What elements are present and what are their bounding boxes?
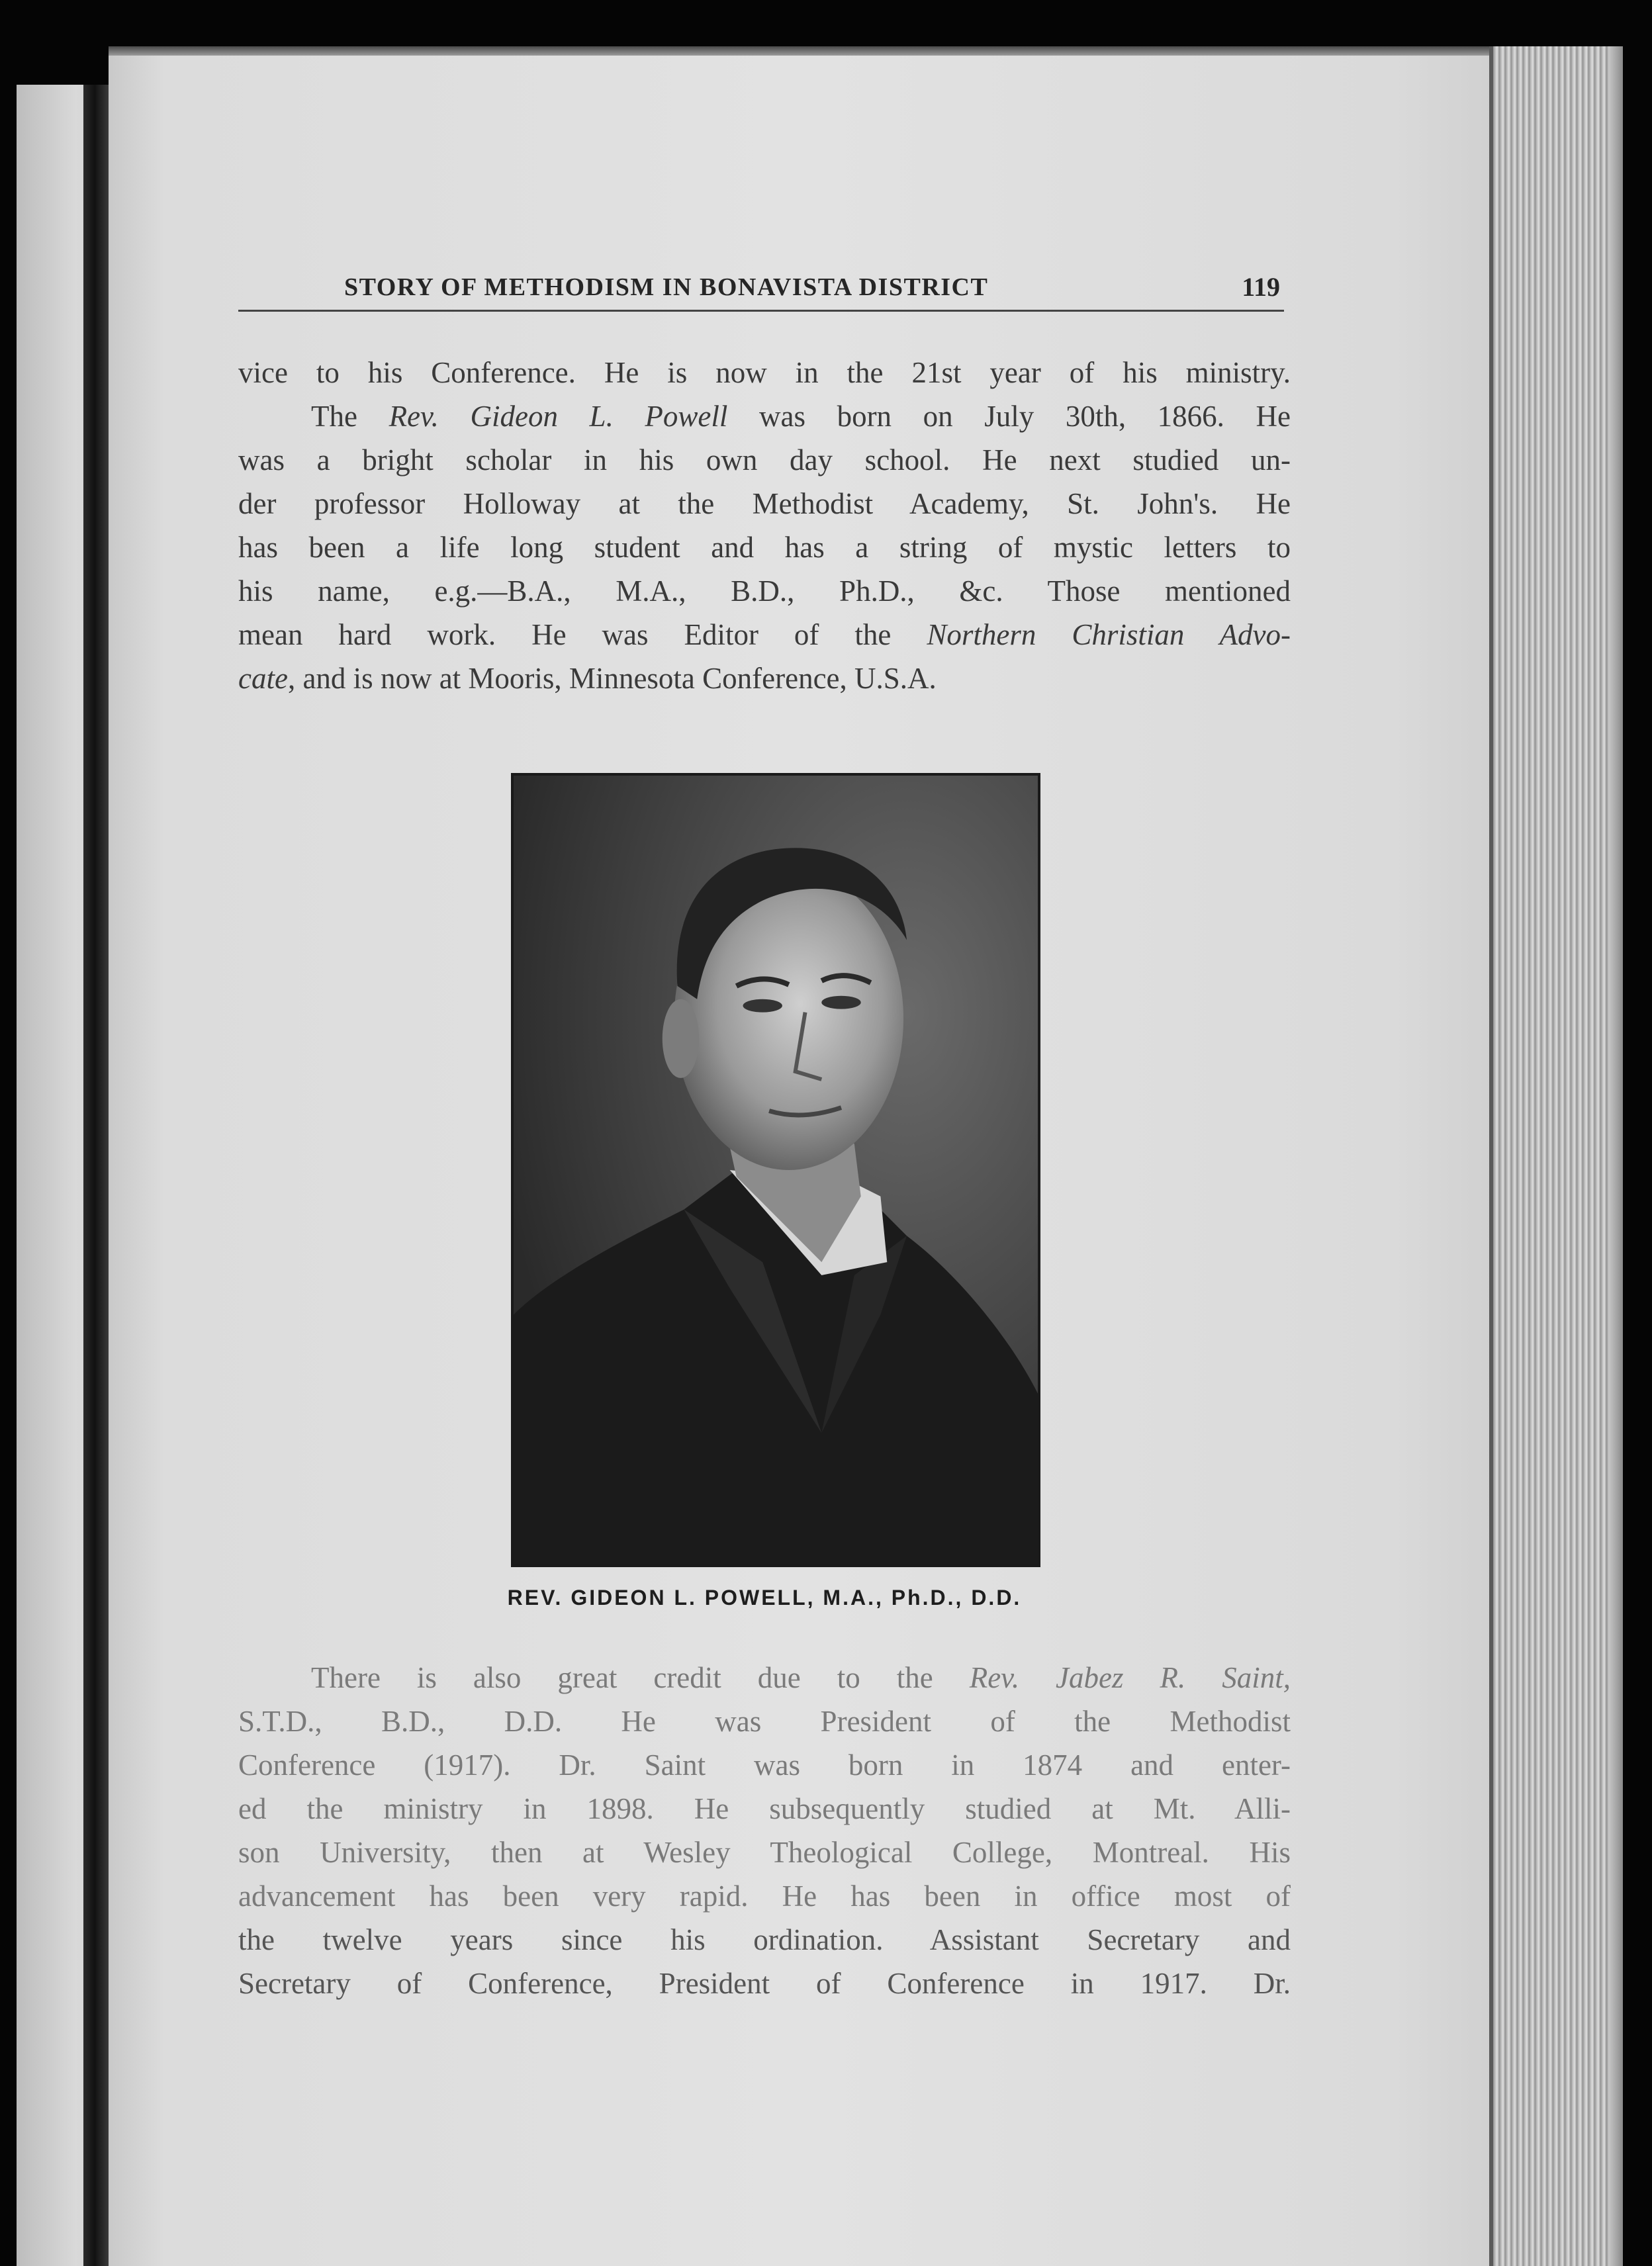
text-run: There is also great credit due to the bbox=[311, 1661, 970, 1694]
text-run: The bbox=[311, 400, 389, 433]
text-line: Secretary of Conference, President of Conference in 1917. Dr. bbox=[238, 1967, 1291, 2000]
text-line bbox=[238, 394, 1291, 438]
portrait-photo bbox=[511, 773, 1040, 1567]
text-line: was a bright scholar in his own day school. He next studied un- bbox=[238, 443, 1291, 476]
text-line: ed the ministry in 1898. He subsequently studied at Mt. Alli- bbox=[238, 1792, 1291, 1825]
back-cover-edge bbox=[1608, 46, 1623, 2266]
text-line: the twelve years since his ordination. Assistant Secretary and bbox=[238, 1923, 1291, 1956]
page-header bbox=[238, 270, 1284, 312]
text-run: , and is now at Mooris, Minnesota Conference, U.S.A. bbox=[287, 662, 937, 695]
name-saint: Rev. Jabez R. Saint, bbox=[969, 1661, 1291, 1694]
text-run: was born on July 30th, 1866. He bbox=[727, 400, 1291, 433]
publication-title: Northern Christian Advo- bbox=[927, 618, 1291, 651]
text-line: vice to his Conference. He is now in the 21st year of his ministry. bbox=[238, 356, 1291, 389]
text-line bbox=[238, 613, 1291, 657]
text-run: mean hard work. He was Editor of the bbox=[238, 618, 927, 651]
page-stack-edges bbox=[1489, 46, 1612, 2266]
running-head: STORY OF METHODISM IN BONAVISTA DISTRICT bbox=[344, 273, 989, 301]
text-line bbox=[238, 1656, 1291, 1700]
portrait-image bbox=[514, 776, 1038, 1564]
text-line bbox=[238, 657, 1291, 700]
text-line: has been a life long student and has a string of mystic letters to bbox=[238, 531, 1291, 564]
publication-title-end: cate bbox=[238, 662, 288, 695]
text-line: advancement has been very rapid. He has been in office most of bbox=[238, 1880, 1291, 1913]
text-line: der professor Holloway at the Methodist Academy, St. John's. He bbox=[238, 487, 1291, 520]
paragraph-powell bbox=[238, 351, 1291, 700]
text-line: Conference (1917). Dr. Saint was born in 1874 and enter- bbox=[238, 1748, 1291, 1782]
book-spine bbox=[83, 85, 109, 2266]
text-line: his name, e.g.—B.A., M.A., B.D., Ph.D., &c. Those mentioned bbox=[238, 574, 1291, 608]
photo-caption: REV. GIDEON L. POWELL, M.A., Ph.D., D.D. bbox=[507, 1586, 1022, 1609]
text-line: son University, then at Wesley Theological College, Montreal. His bbox=[238, 1836, 1291, 1869]
page-number: 119 bbox=[1242, 272, 1280, 302]
paragraph-saint bbox=[238, 1656, 1291, 2005]
name-powell: Rev. Gideon L. Powell bbox=[389, 400, 728, 433]
text-line: S.T.D., B.D., D.D. He was President of the Methodist bbox=[238, 1705, 1291, 1738]
